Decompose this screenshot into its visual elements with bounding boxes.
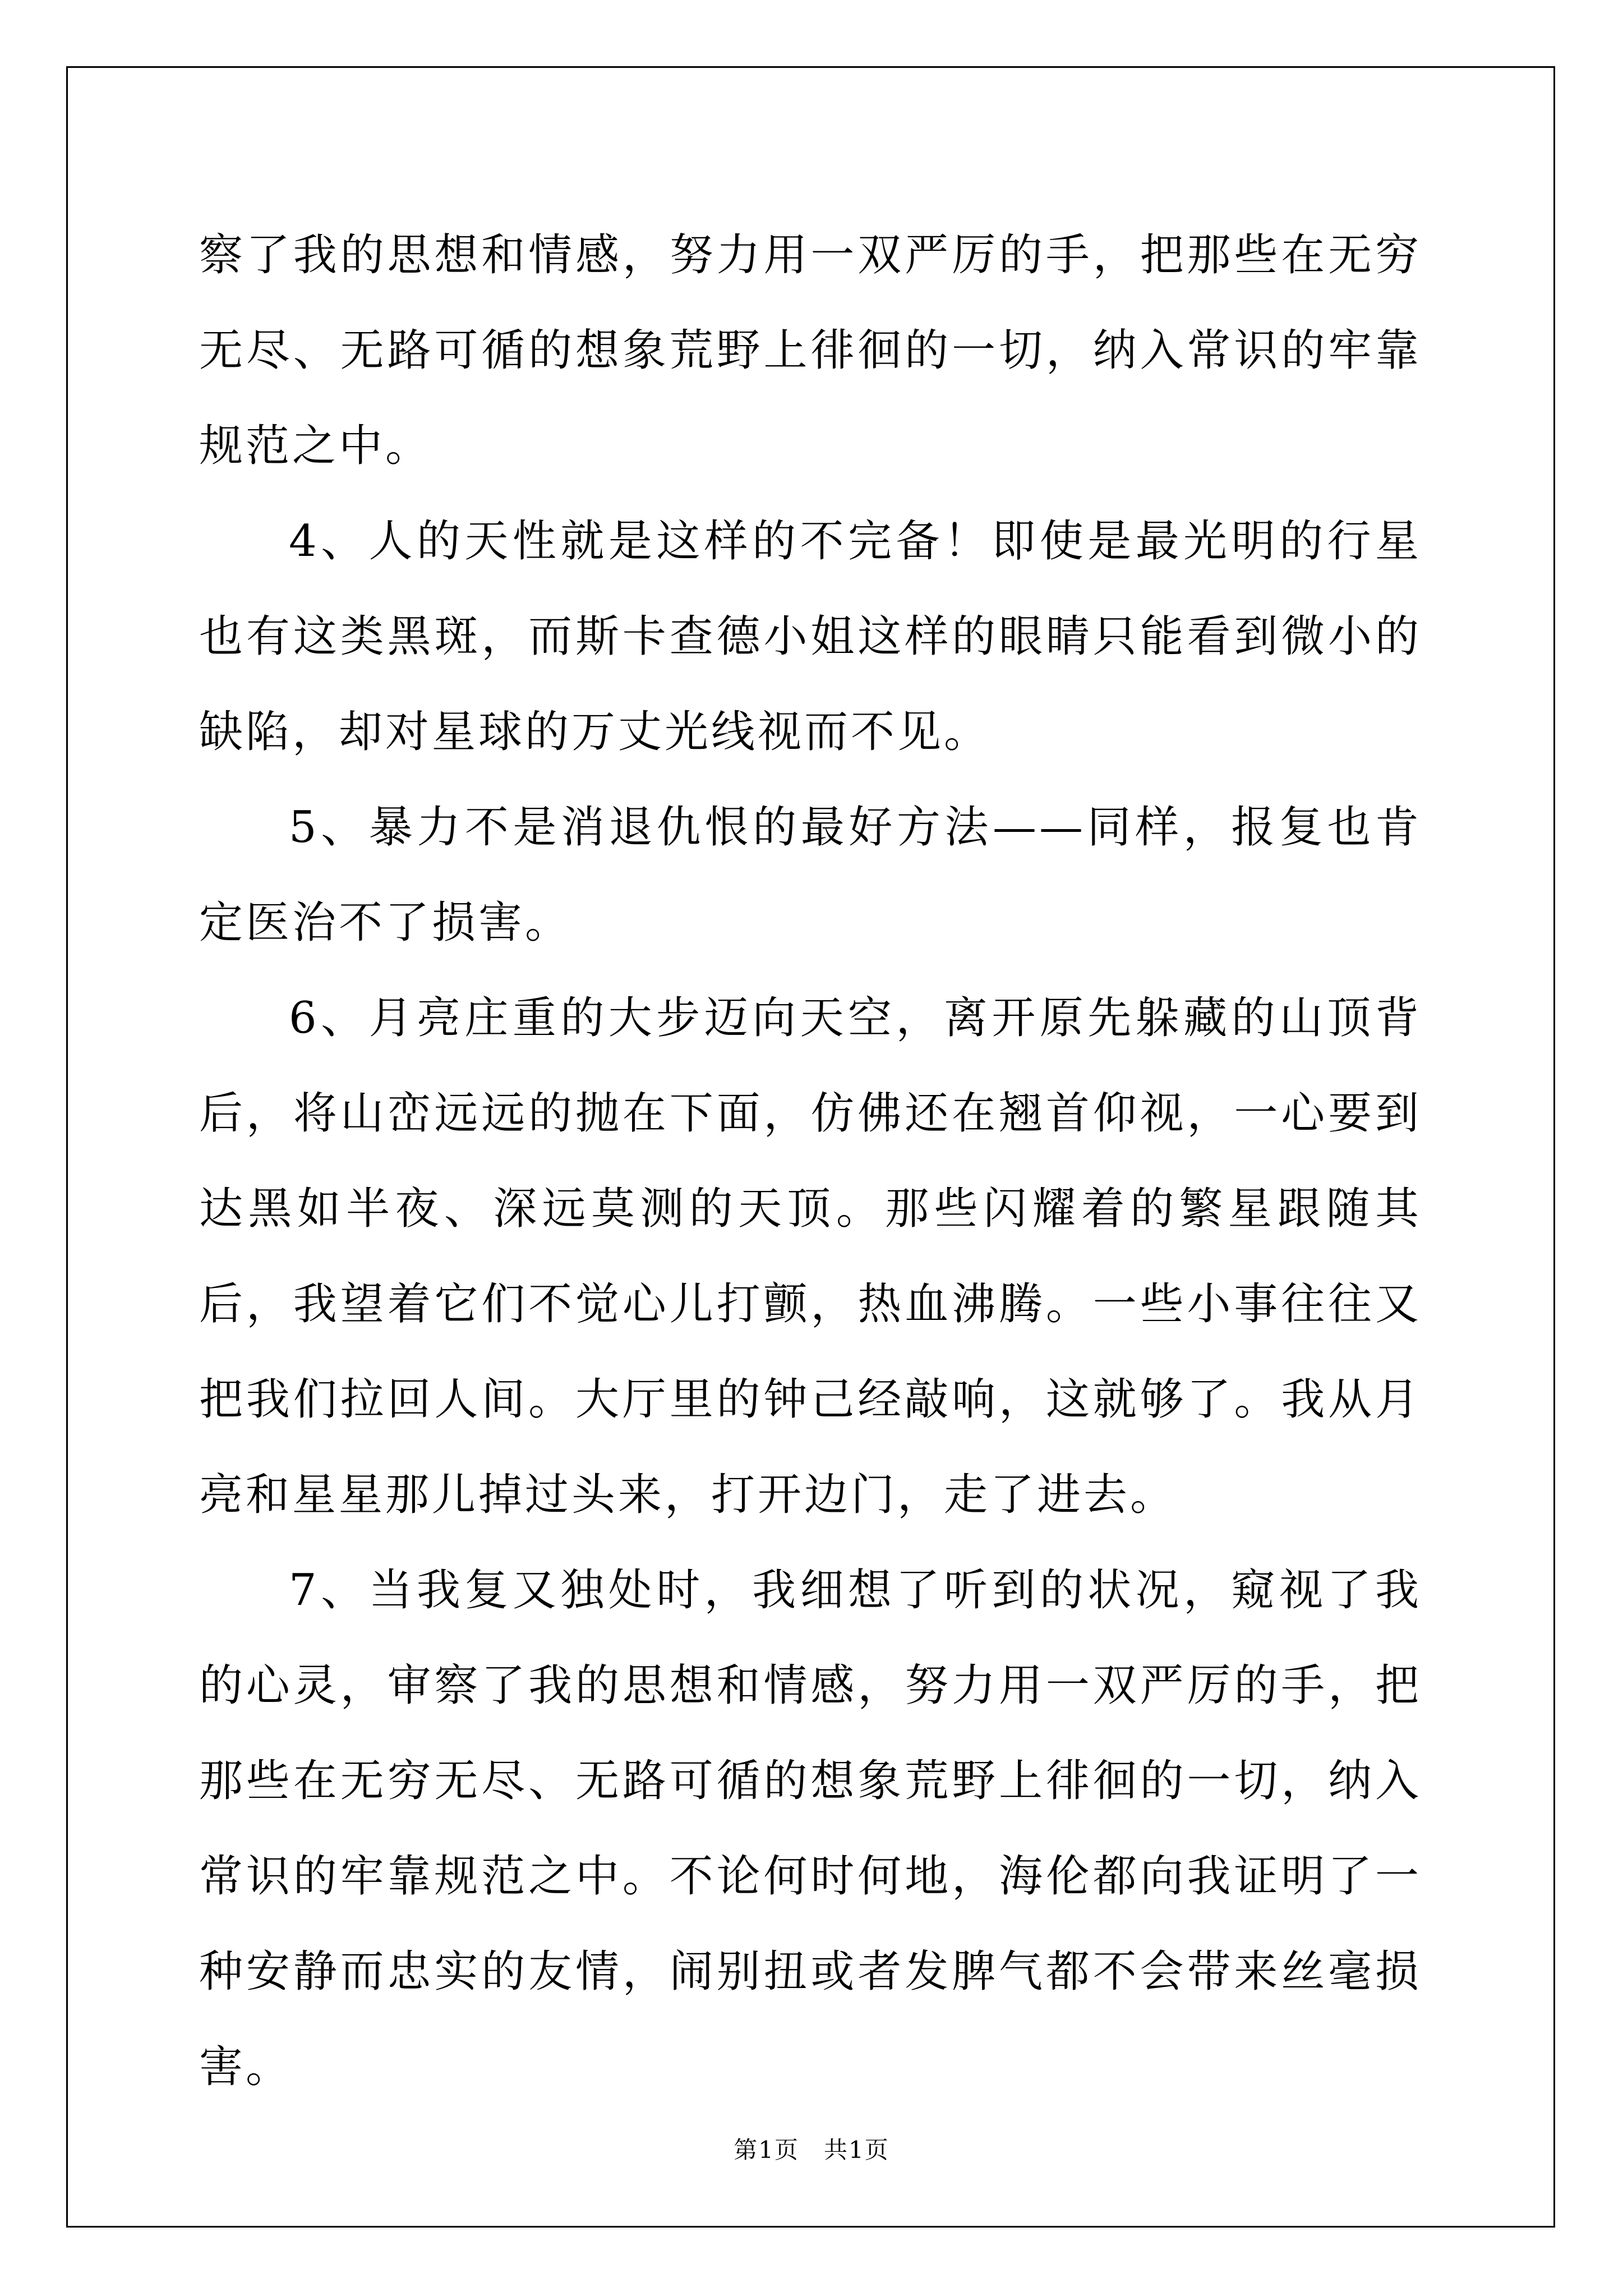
paragraph-4: 4、人的天性就是这样的不完备！即使是最光明的行星也有这类黑斑，而斯卡查德小姐这样的眼睛只能看到微小的缺陷，却对星球的万丈光线视而不见。 bbox=[199, 516, 1422, 757]
paragraph-7: 7、当我复又独处时，我细想了听到的状况，窥视了我的心灵，审察了我的思想和情感，努力用一双严厉的手，把那些在无穷无尽、无路可循的想象荒野上徘徊的一切，纳入常识的牢靠规范之中。不论何时何地，海伦都向我证明了一种安静而忠实的友情，闹别扭或者发脾气都不会带来丝毫损害。 bbox=[199, 1565, 1422, 2092]
paragraph-5: 5、暴力不是消退仇恨的最好方法——同样，报复也肯定医治不了损害。 bbox=[199, 802, 1422, 948]
paragraph-6: 6、月亮庄重的大步迈向天空，离开原先躲藏的山顶背后，将山峦远远的抛在下面，仿佛还在翘首仰视，一心要到达黑如半夜、深远莫测的天顶。那些闪耀着的繁星跟随其后，我望着它们不觉心儿打颤，热血沸腾。一些小事往往又把我们拉回人间。大厅里的钟己经敲响，这就够了。我从月亮和星星那儿掉过头来，打开边门，走了进去。 bbox=[199, 993, 1422, 1520]
page-number-label: 第1页 共1页 bbox=[734, 2136, 889, 2164]
page-footer bbox=[0, 2132, 1623, 2165]
document-body bbox=[199, 208, 1422, 2115]
paragraph-continuation: 察了我的思想和情感，努力用一双严厉的手，把那些在无穷无尽、无路可循的想象荒野上徘徊的一切，纳入常识的牢靠规范之中。 bbox=[199, 230, 1422, 471]
